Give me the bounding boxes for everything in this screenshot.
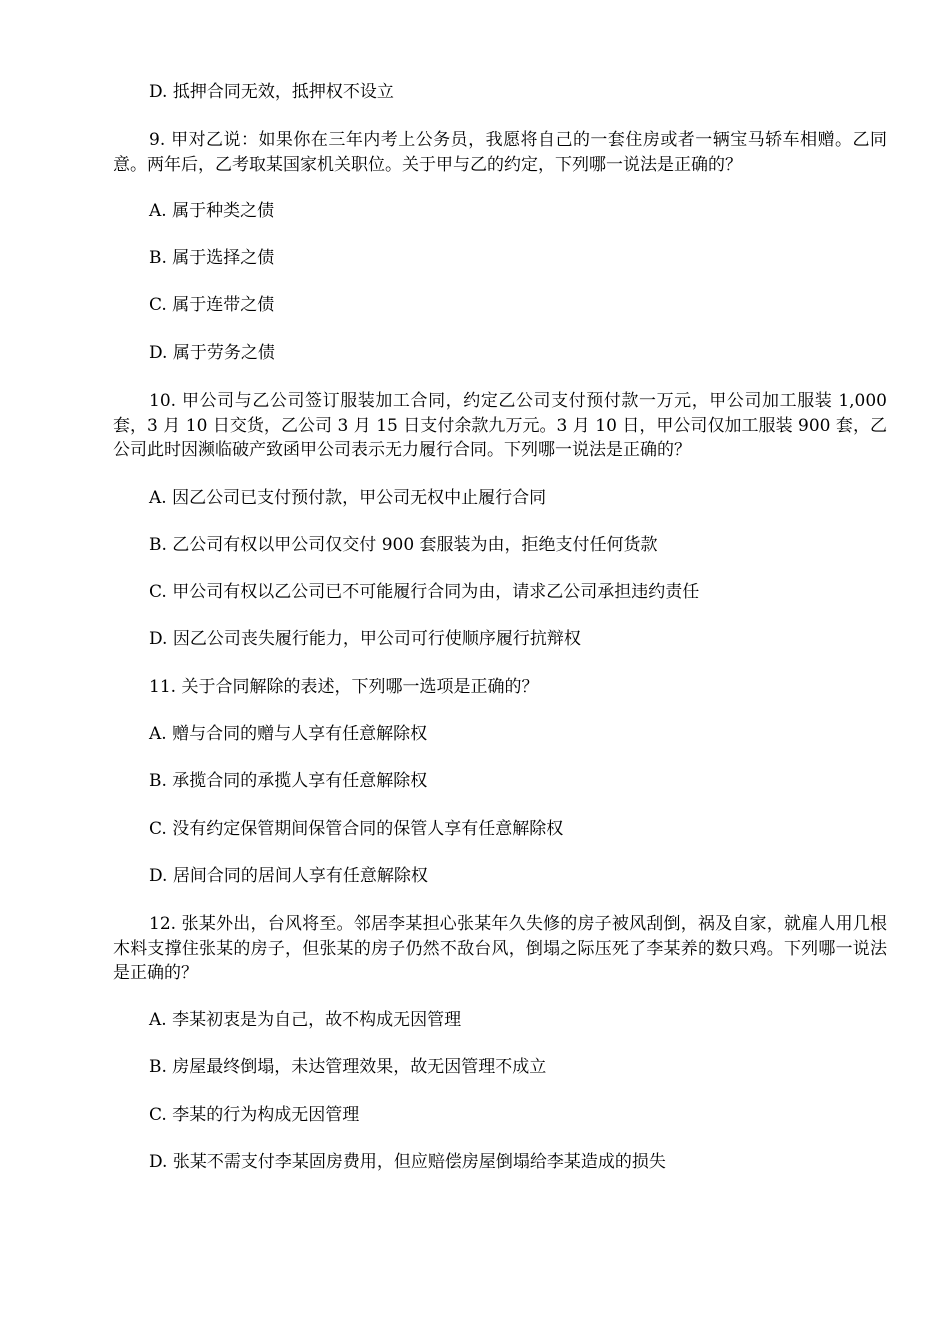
option-12a: A. 李某初衷是为自己，故不构成无因管理 [149,1010,462,1030]
option-11d: D. 居间合同的居间人享有任意解除权 [149,866,428,886]
question-12: 12. 张某外出，台风将至。邻居李某担心张某年久失修的房子被风刮倒，祸及自家，就雇人用几根木料支撑住张某的房子，但张某的房子仍然不敌台风，倒塌之际压死了李某养的数只鸡。下列哪一说法是正确的？ [113,914,887,983]
question-9: 9. 甲对乙说：如果你在三年内考上公务员，我愿将自己的一套住房或者一辆宝马轿车相赠。乙同意。两年后，乙考取某国家机关职位。关于甲与乙的约定，下列哪一说法是正确的？ [113,130,887,175]
option-11a: A. 赠与合同的赠与人享有任意解除权 [149,724,428,744]
option-12b: B. 房屋最终倒塌，未达管理效果，故无因管理不成立 [149,1057,547,1077]
option-9d: D. 属于劳务之债 [149,343,275,363]
question-10: 10. 甲公司与乙公司签订服装加工合同，约定乙公司支付预付款一万元，甲公司加工服装 1,000 套，3 月 10 日交货，乙公司 3 月 15 日支付余款九万元。3 月 10 日，甲公司仅加工服装 900 套，乙公司此时因濒临破产致函甲公司表示无力履行合同。下列哪一说法是正确的？ [113,391,887,460]
option-10c: C. 甲公司有权以乙公司已不可能履行合同为由，请求乙公司承担违约责任 [149,582,700,602]
option-9b: B. 属于选择之债 [149,248,275,268]
question-11: 11. 关于合同解除的表述，下列哪一选项是正确的？ [149,677,539,697]
option-12d: D. 张某不需支付李某固房费用，但应赔偿房屋倒塌给李某造成的损失 [149,1152,666,1172]
option-10a: A. 因乙公司已支付预付款，甲公司无权中止履行合同 [149,488,547,508]
option-8d: D. 抵押合同无效，抵押权不设立 [149,82,394,102]
option-9c: C. 属于连带之债 [149,295,275,315]
option-12c: C. 李某的行为构成无因管理 [149,1105,360,1125]
option-10b: B. 乙公司有权以甲公司仅交付 900 套服装为由，拒绝支付任何货款 [149,535,658,555]
option-9a: A. 属于种类之债 [149,201,275,221]
option-11b: B. 承揽合同的承揽人享有任意解除权 [149,771,428,791]
option-11c: C. 没有约定保管期间保管合同的保管人享有任意解除权 [149,819,564,839]
option-10d: D. 因乙公司丧失履行能力，甲公司可行使顺序履行抗辩权 [149,629,581,649]
